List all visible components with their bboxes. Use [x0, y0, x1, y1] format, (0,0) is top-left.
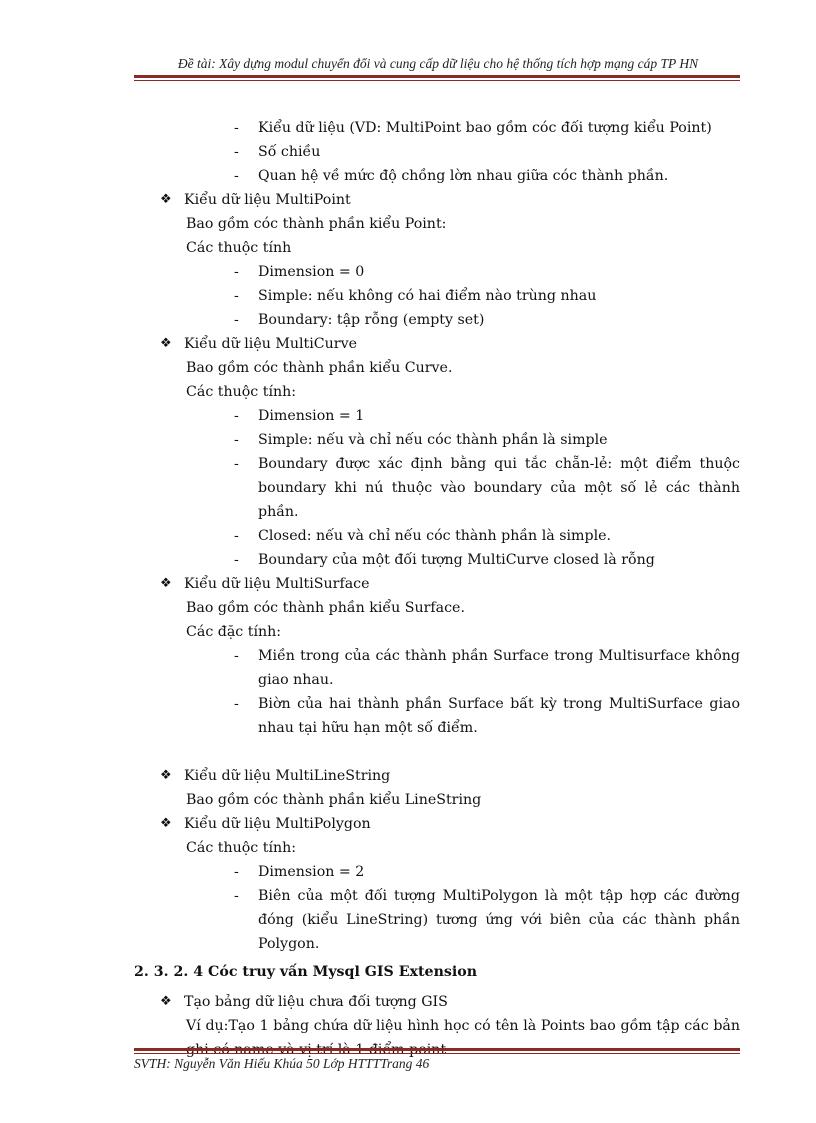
dash-bullet: -: [234, 864, 239, 880]
list-item: - Simple: nếu không có hai điểm nào trùng nhau: [134, 284, 740, 308]
section-description: Bao gồm cóc thành phần kiểu Curve.: [186, 360, 453, 376]
attribute-label: Các thuộc tính:: [186, 840, 297, 856]
list-item: - Quan hệ về mức độ chồng lờn nhau giữa cóc thành phần.: [134, 164, 740, 188]
list-item: - Số chiều: [134, 140, 740, 164]
section-multisurface: ❖ Kiểu dữ liệu MultiSurface: [134, 572, 740, 596]
dash-bullet: -: [234, 120, 239, 136]
list-item: - Dimension = 1: [134, 404, 740, 428]
list-item: - Biên của một đối tượng MultiPolygon là một tập hợp các đường đóng (kiểu LineString) tương ứng với biên của các thành phần Polygon.: [134, 884, 740, 956]
header-rule-thin: [134, 80, 740, 81]
dash-bullet: -: [234, 696, 239, 712]
list-item: - Kiểu dữ liệu (VD: MultiPoint bao gồm cóc đối tượng kiểu Point): [134, 116, 740, 140]
section-description: Bao gồm cóc thành phần kiểu Point:: [186, 216, 447, 232]
list-item: - Boundary: tập rỗng (empty set): [134, 308, 740, 332]
dash-bullet: -: [234, 264, 239, 280]
list-item: - Simple: nếu và chỉ nếu cóc thành phần là simple: [134, 428, 740, 452]
list-item: - Miền trong của các thành phần Surface trong Multisurface không giao nhau.: [134, 644, 740, 692]
dash-bullet: -: [234, 552, 239, 568]
dash-bullet: -: [234, 456, 239, 472]
diamond-bullet-icon: ❖: [160, 576, 172, 591]
section-multicurve: ❖ Kiểu dữ liệu MultiCurve: [134, 332, 740, 356]
dash-bullet: -: [234, 168, 239, 184]
page-header: Đề tài: Xây dựng modul chuyển đổi và cung cấp dữ liệu cho hệ thống tích hợp mạng cáp TP HN: [177, 56, 699, 71]
dash-bullet: -: [234, 432, 239, 448]
diamond-bullet-icon: ❖: [160, 994, 172, 1009]
section-description: Bao gồm cóc thành phần kiểu LineString: [186, 792, 482, 808]
list-item: - Boundary của một đối tượng MultiCurve closed là rỗng: [134, 548, 740, 572]
dash-bullet: -: [234, 288, 239, 304]
dash-bullet: -: [234, 408, 239, 424]
spacer: [134, 740, 740, 764]
section-multilinestring: ❖ Kiểu dữ liệu MultiLineString: [134, 764, 740, 788]
dash-bullet: -: [234, 888, 239, 904]
dash-bullet: -: [234, 528, 239, 544]
page-footer: SVTH: Nguyễn Văn Hiếu Khúa 50 Lớp HTTTTrang 46: [134, 1056, 430, 1071]
list-item: - Biờn của hai thành phần Surface bất kỳ trong MultiSurface giao nhau tại hữu hạn một số điểm.: [134, 692, 740, 740]
footer-rule-thick: [134, 1048, 740, 1051]
footer-rule-thin: [134, 1053, 740, 1054]
list-item: - Dimension = 0: [134, 260, 740, 284]
diamond-bullet-icon: ❖: [160, 192, 172, 207]
header-rule-thick: [134, 75, 740, 78]
list-item: - Boundary được xác định bằng qui tắc chẵn-lẻ: một điểm thuộc boundary khi nú thuộc vào boundary của một số lẻ các thành phần.: [134, 452, 740, 524]
document-body: [134, 116, 740, 1062]
diamond-bullet-icon: ❖: [160, 336, 172, 351]
section-multipoint: ❖ Kiểu dữ liệu MultiPoint: [134, 188, 740, 212]
attribute-label: Các thuộc tính:: [186, 384, 297, 400]
section-create-table: ❖ Tạo bảng dữ liệu chưa đối tượng GIS: [134, 990, 740, 1014]
list-item: - Closed: nếu và chỉ nếu cóc thành phần là simple.: [134, 524, 740, 548]
section-description: Ví dụ:Tạo 1 bảng chứa dữ liệu hình học có tên là Points bao gồm tập các bản: [186, 1018, 740, 1034]
dash-bullet: -: [234, 312, 239, 328]
dash-bullet: -: [234, 144, 239, 160]
section-multipolygon: ❖ Kiểu dữ liệu MultiPolygon: [134, 812, 740, 836]
section-description: Bao gồm cóc thành phần kiểu Surface.: [186, 600, 465, 616]
section-heading: 2. 3. 2. 4 Cóc truy vấn Mysql GIS Extension: [134, 964, 478, 980]
attribute-label: Các đặc tính:: [186, 624, 282, 640]
attribute-label: Các thuộc tính: [186, 240, 292, 256]
diamond-bullet-icon: ❖: [160, 768, 172, 783]
dash-bullet: -: [234, 648, 239, 664]
diamond-bullet-icon: ❖: [160, 816, 172, 831]
list-item: - Dimension = 2: [134, 860, 740, 884]
